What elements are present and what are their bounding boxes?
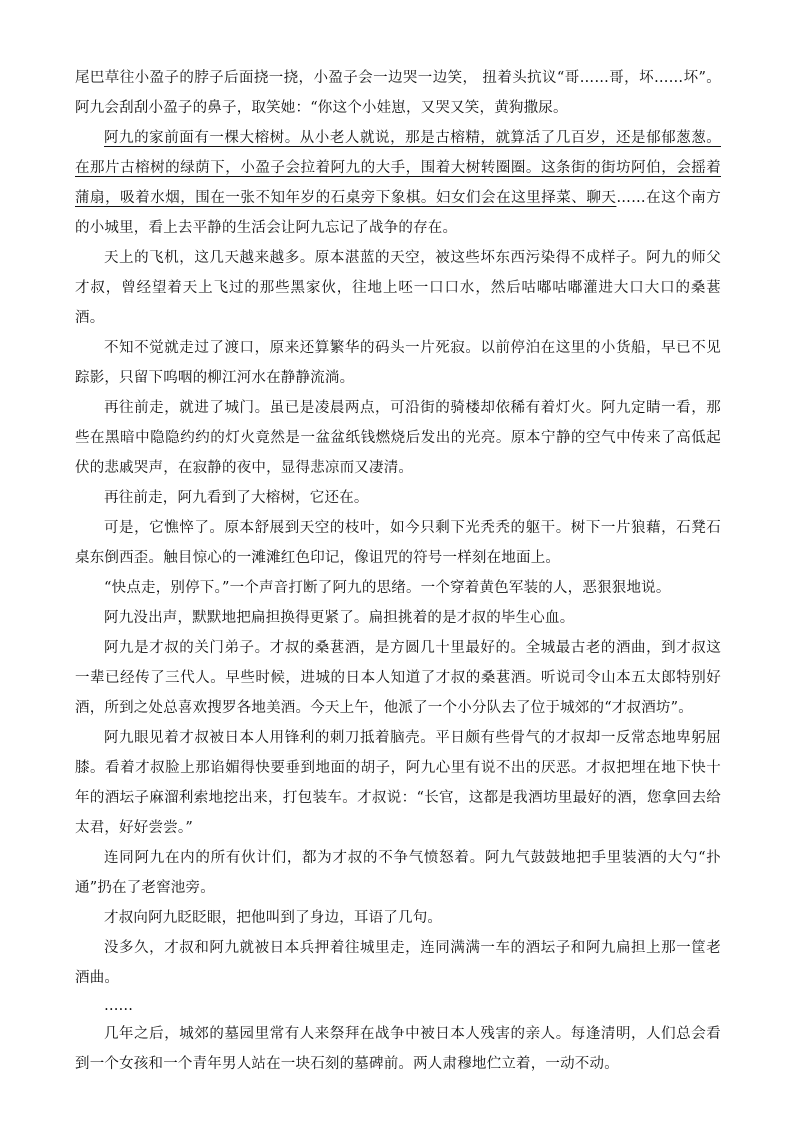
paragraph-7: 可是，它憔悴了。原本舒展到天空的枝叶，如今只剩下光秃秃的躯干。树下一片狼藉，石凳石桌东倒西歪。触目惊心的一滩滩红色印记，像诅咒的符号一样刻在地面上。 — [75, 520, 721, 566]
paragraph-12: 连同阿九在内的所有伙计们，都为才叔的不争气愤怒着。阿九气鼓鼓地把手里装酒的大勺“扑通”扔在了老窖池旁。 — [75, 850, 721, 896]
paragraph-6: 再往前走，阿九看到了大榕树，它还在。 — [104, 490, 369, 506]
section-ellipsis: …… — [104, 998, 133, 1014]
final-paragraph: 几年之后，城郊的墓园里常有人来祭拜在战争中被日本人残害的亲人。每逢清明，人们总会看到一个女孩和一个青年男人站在一块石刻的墓碑前。两人肃穆地伫立着，一动不动。 — [75, 1026, 721, 1072]
paragraph-2-tail: ……在这个南方的小城里，看上去平静的生活会让阿九忘记了战争的存在。 — [75, 190, 721, 236]
paragraph-14: 没多久，才叔和阿九就被日本兵押着往城里走，连同满满一车的酒坛子和阿九扁担上那一筐老酒曲。 — [75, 940, 721, 986]
paragraph-10: 阿九是才叔的关门弟子。才叔的桑葚酒，是方圆几十里最好的。全城最古老的酒曲，到才叔这一辈已经传了三代人。早些时候，进城的日本人知道了才叔的桑葚酒。听说司令山本五太郎特别好酒，所到之处总喜欢搜罗各地美酒。今天上午，他派了一个小分队去了位于城郊的“才叔酒坊”。 — [75, 640, 721, 716]
document-page — [75, 63, 721, 1079]
paragraph-11: 阿九眼见着才叔被日本人用锋利的刺刀抵着脑壳。平日颇有些骨气的才叔却一反常态地卑躬屈膝。看着才叔脸上那谄媚得快要垂到地面的胡子，阿九心里有说不出的厌恶。才叔把埋在地下快十年的酒坛子麻溜利索地挖出来，打包装车。才叔说：“长官，这都是我酒坊里最好的酒，您拿回去给太君，好好尝尝。” — [75, 730, 721, 836]
paragraph-3: 天上的飞机，这几天越来越多。原本湛蓝的天空，被这些坏东西污染得不成样子。阿九的师父才叔，曾经望着天上飞过的那些黑家伙，往地上呸一口口水，然后咕嘟咕嘟灌进大口大口的桑葚酒。 — [75, 250, 721, 326]
paragraph-9: 阿九没出声，默默地把扁担换得更紧了。扁担挑着的是才叔的毕生心血。 — [104, 610, 575, 626]
paragraph-13: 才叔向阿九眨眨眼，把他叫到了身边，耳语了几句。 — [104, 910, 443, 926]
paragraph-2 — [75, 123, 721, 243]
paragraph-8: “快点走，别停下。”一个声音打断了阿九的思绪。一个穿着黄色军装的人，恶狠狠地说。 — [104, 580, 671, 596]
underlined-passage: 阿九的家前面有一棵大榕树。从小老人就说，那是古榕精，就算活了几百岁，还是郁郁葱葱。在那片古榕树的绿荫下，小盈子会拉着阿九的大手，围着大树转圈圈。这条街的街坊阿伯，会摇着蒲扇，吸着水烟，围在一张不知年岁的石桌旁下象棋。妇女们会在这里择菜、聊天 — [75, 130, 721, 206]
paragraph-1: 尾巴草往小盈子的脖子后面挠一挠，小盈子会一边哭一边笑， 扭着头抗议“哥……哥，坏……坏”。阿九会刮刮小盈子的鼻子，取笑她：“你这个小娃崽，又哭又笑，黄狗撒尿。 — [75, 70, 721, 116]
paragraph-4: 不知不觉就走过了渡口，原来还算繁华的码头一片死寂。以前停泊在这里的小货船，早已不见踪影，只留下呜咽的柳江河水在静静流淌。 — [75, 340, 721, 386]
paragraph-5: 再往前走，就进了城门。虽已是凌晨两点，可沿街的骑楼却依稀有着灯火。阿九定睛一看，那些在黑暗中隐隐约约的灯火竟然是一盆盆纸钱燃烧后发出的光亮。原本宁静的空气中传来了高低起伏的悲戚哭声，在寂静的夜中，显得悲凉而又凄清。 — [75, 400, 721, 476]
